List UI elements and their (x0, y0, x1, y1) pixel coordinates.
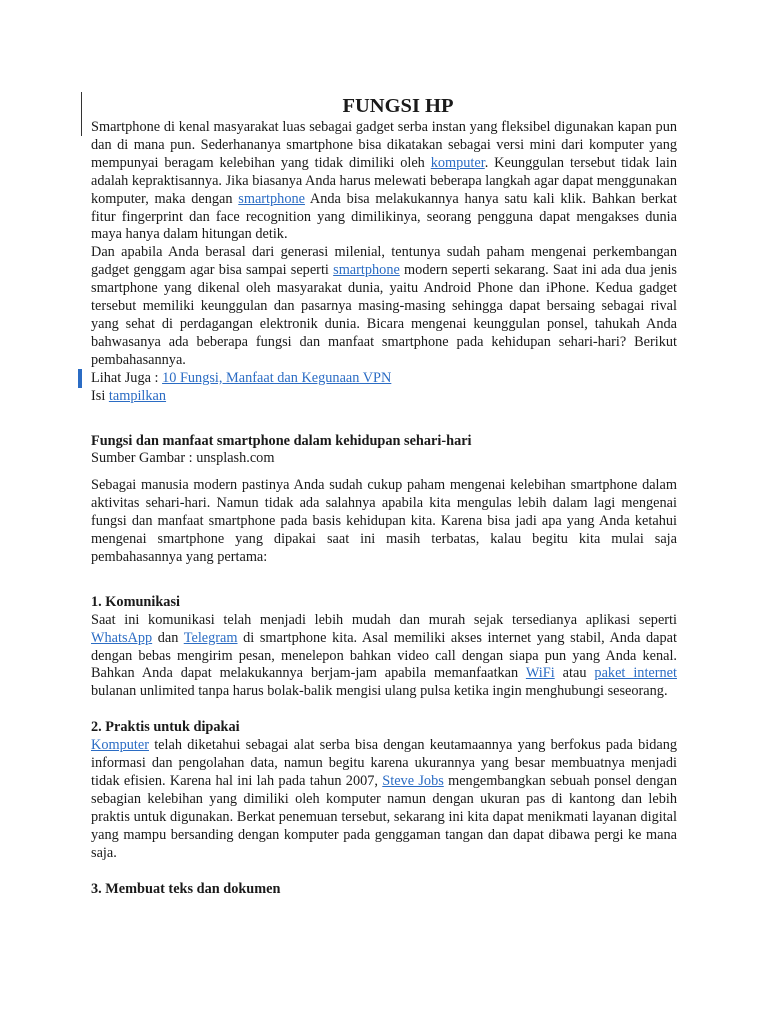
toc-label: Isi (91, 387, 109, 404)
section-1-title: 1. Komunikasi (91, 593, 180, 610)
document-title: FUNGSI HP (342, 95, 454, 117)
link-vpn-article[interactable]: 10 Fungsi, Manfaat dan Kegunaan VPN (162, 369, 392, 386)
section-3-title: 3. Membuat teks dan dokumen (91, 880, 281, 897)
table-of-contents (91, 388, 677, 406)
link-komputer-2[interactable]: Komputer (91, 737, 149, 754)
link-steve-jobs[interactable]: Steve Jobs (382, 773, 444, 789)
see-also (91, 370, 677, 388)
section-2-body: Komputer telah diketahui sebagai alat serba bisa dengan keutamaannya yang berfokus pada bidang informasi dan pengolahan data, namun begitu karena ukurannya yang besar membuatnya menjadi tidak efisien. Karena hal ini lah pada tahun 2007, Steve Jobs mengembangkan sebuah ponsel dengan sebagian kelebihan yang dimiliki oleh komputer namun dengan ukuran pas di kantong dan lebih praktis untuk digunakan. Berkat penemuan tersebut, sekarang ini kita dapat menikmati layanan digital yang mampu bersanding dengan komputer pada genggaman tangan dan dapat dibawa pergi ke mana saja. (91, 737, 677, 861)
link-whatsapp[interactable]: WhatsApp (91, 629, 153, 646)
link-smartphone[interactable]: smartphone (238, 190, 305, 207)
link-paket-internet[interactable]: paket internet (594, 665, 677, 682)
intro-paragraph-1: Smartphone di kenal masyarakat luas sebagai gadget serba instan yang fleksibel digunakan kapan pun dan di mana pun. Sederhananya smartphone bisa dikatakan sebagai versi mini dari komputer yang mempunyai beragam kelebihan yang tidak dimiliki oleh komputer. Keunggulan tersebut tidak lain adalah kepraktisannya. Jika biasanya Anda harus melewati beberapa langkah agar dapat menggunakan komputer, maka dengan smartphone Anda bisa melakukannya hanya satu kali klik. Bahkan berkat fitur fingerprint dan face recognition yang dimilikinya, seorang pengguna dapat mengakses dunia maya hanya dalam hitungan detik. (91, 119, 678, 243)
section-main-body: Sebagai manusia modern pastinya Anda sudah cukup paham mengenai kelebihan smartphone dalam aktivitas sehari-hari. Namun tidak ada salahnya apabila kita mengulas lebih dalam lagi mengenai fungsi dan manfaat smartphone pada basis kehidupan kita. Karena bisa jadi apa yang Anda ketahui mengenai smartphone yang dipakai saat ini masih terbatas, kalau begitu kita mulai saja pembahasannya yang pertama: (91, 477, 677, 565)
toc-show-link[interactable]: tampilkan (108, 387, 167, 404)
image-source: Sumber Gambar : unsplash.com (91, 450, 275, 467)
intro-paragraph-2: Dan apabila Anda berasal dari generasi milenial, tentunya sudah paham mengenai perkembangan gadget genggam agar bisa sampai seperti smartphone modern seperti sekarang. Saat ini ada dua jenis smartphone yang dikenal oleh masyarakat dunia, yaitu Android Phone dan iPhone. Kedua gadget tersebut memiliki keunggulan dan pasarnya masing-masing sehingga dapat bersaing sebagai rival yang sehat di perdagangan elektronik dunia. Bicara mengenai keunggulan ponsel, tahukah Anda bahwasanya ada beberapa fungsi dan manfaat smartphone pada kehidupan sehari-hari? Berikut pembahasannya. (91, 244, 677, 368)
section-2-title: 2. Praktis untuk dipakai (91, 719, 240, 736)
link-telegram[interactable]: Telegram (183, 629, 238, 646)
document-page (91, 93, 677, 898)
section-1-body: Saat ini komunikasi telah menjadi lebih mudah dan murah sejak tersedianya aplikasi seperti WhatsApp dan Telegram di smartphone kita. Asal memiliki akses internet yang stabil, Anda dapat dengan bebas mengirim pesan, menelepon bahkan video call dengan siapa pun yang Anda kenal. Bahkan Anda dapat melakukannya berjam-jam apabila memanfaatkan WiFi atau paket internet bulanan unlimited tanpa harus bolak-balik mengisi ulang pulsa ketika ingin menghubungi seseorang. (91, 611, 677, 700)
link-komputer[interactable]: komputer (430, 154, 485, 171)
link-smartphone-2[interactable]: smartphone (333, 262, 400, 279)
text-cursor (81, 92, 82, 136)
heading-marker (78, 369, 82, 388)
see-also-label: Lihat Juga : (91, 369, 163, 386)
link-wifi[interactable]: WiFi (525, 665, 555, 682)
section-main-title: Fungsi dan manfaat smartphone dalam kehidupan sehari-hari (91, 432, 472, 449)
